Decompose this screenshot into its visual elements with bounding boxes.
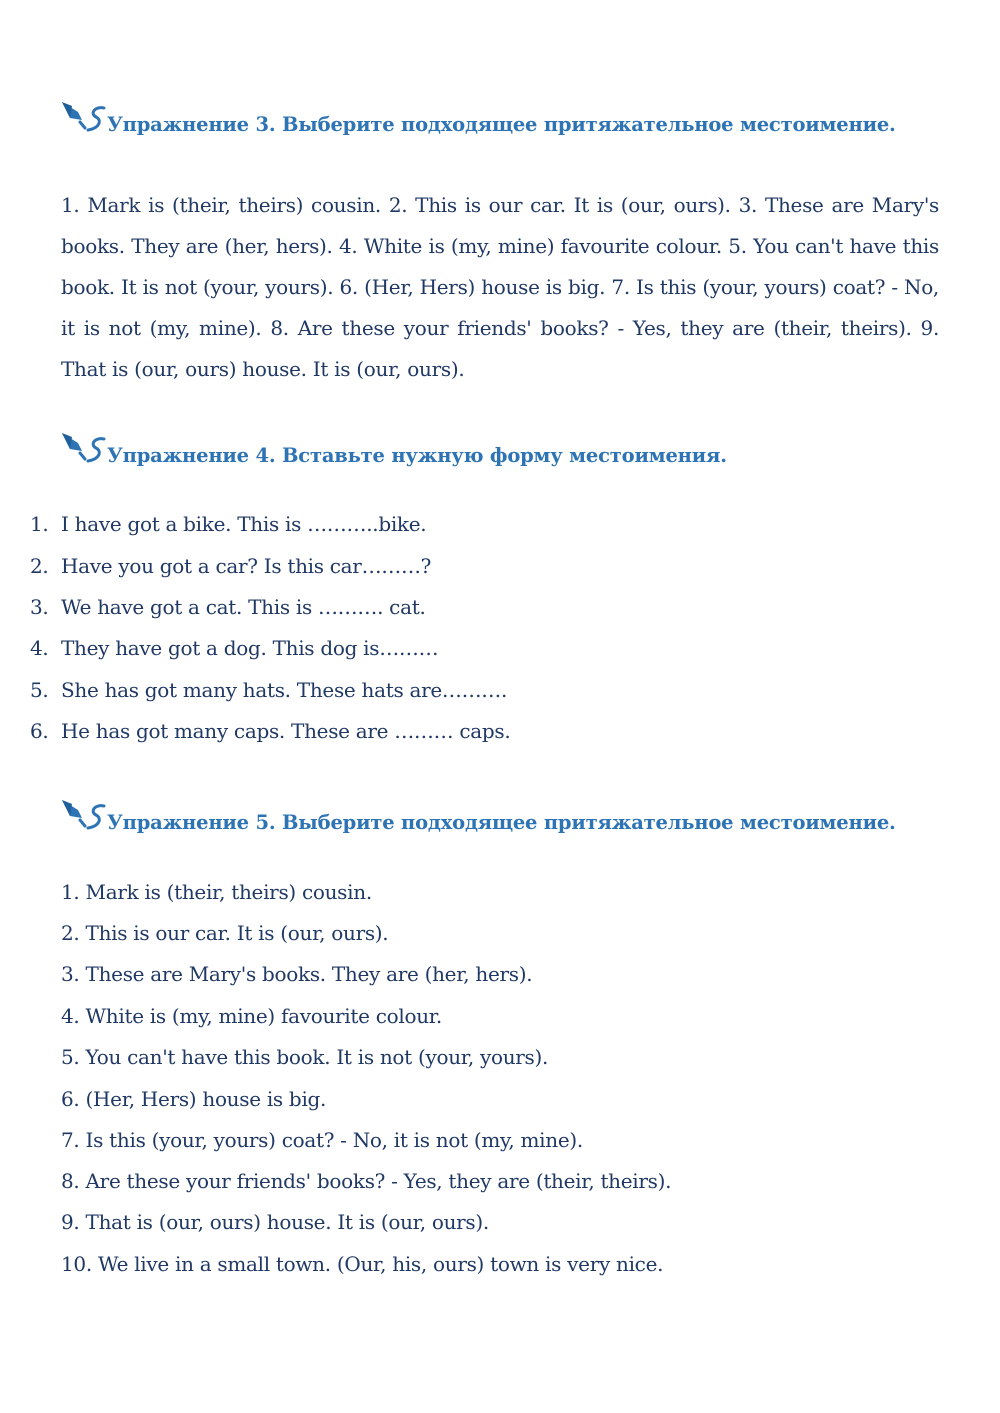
list-item-text: I have got a bike. This is ………..bike. bbox=[61, 512, 427, 536]
exercise5-line: 2. This is our car. It is (our, ours). bbox=[61, 921, 389, 945]
pen-icon bbox=[60, 429, 108, 463]
exercise3-title: Упражнение 3. Выберите подходящее притяжательное местоимение. bbox=[107, 113, 896, 136]
exercise5-line: 8. Are these your friends' books? - Yes, they are (their, theirs). bbox=[61, 1169, 672, 1193]
list-item-text: They have got a dog. This dog is……… bbox=[61, 636, 439, 660]
exercise5-heading bbox=[60, 796, 960, 836]
list-item-number: 4. bbox=[30, 636, 49, 660]
exercise5-line: 5. You can't have this book. It is not (your, yours). bbox=[61, 1045, 549, 1069]
exercise5-line: 6. (Her, Hers) house is big. bbox=[61, 1087, 327, 1111]
exercise4-title: Упражнение 4. Вставьте нужную форму местоимения. bbox=[107, 444, 727, 467]
exercise5-line: 10. We live in a small town. (Our, his, ours) town is very nice. bbox=[61, 1252, 664, 1276]
list-item-text: She has got many hats. These hats are………. bbox=[61, 678, 508, 702]
exercise5-line: 9. That is (our, ours) house. It is (our, ours). bbox=[61, 1210, 489, 1234]
list-item-text: He has got many caps. These are ……… caps. bbox=[61, 719, 511, 743]
list-item-number: 6. bbox=[30, 719, 49, 743]
exercise3-paragraph: 1. Mark is (their, theirs) cousin. 2. This is our car. It is (our, ours). 3. These are Mary's books. They are (her, hers). 4. White is (my, mine) favourite colour. 5. You can't have this book. It is not (your, yours). 6. (Her, Hers) house is big. 7. Is this (your, yours) coat? - No, it is not (my, mine). 8. Are these your friends' books? - Yes, they are (their, theirs). 9. That is (our, ours) house. It is (our, ours). bbox=[61, 193, 939, 381]
pen-icon bbox=[60, 796, 108, 830]
list-item-text: Have you got a car? Is this car………? bbox=[61, 554, 432, 578]
list-item-number: 3. bbox=[30, 595, 49, 619]
list-item-text: We have got a cat. This is ………. cat. bbox=[61, 595, 426, 619]
exercise5-line: 1. Mark is (their, theirs) cousin. bbox=[61, 880, 372, 904]
pen-icon bbox=[60, 98, 108, 132]
exercise5-line: 4. White is (my, mine) favourite colour. bbox=[61, 1004, 442, 1028]
exercise5-line: 3. These are Mary's books. They are (her, hers). bbox=[61, 962, 533, 986]
exercise3-heading bbox=[60, 98, 960, 138]
list-item-number: 1. bbox=[30, 512, 49, 536]
list-item-number: 5. bbox=[30, 678, 49, 702]
exercise4-heading bbox=[60, 429, 960, 469]
exercise5-title: Упражнение 5. Выберите подходящее притяжательное местоимение. bbox=[107, 811, 896, 834]
exercise5-line: 7. Is this (your, yours) coat? - No, it is not (my, mine). bbox=[61, 1128, 583, 1152]
list-item-number: 2. bbox=[30, 554, 49, 578]
